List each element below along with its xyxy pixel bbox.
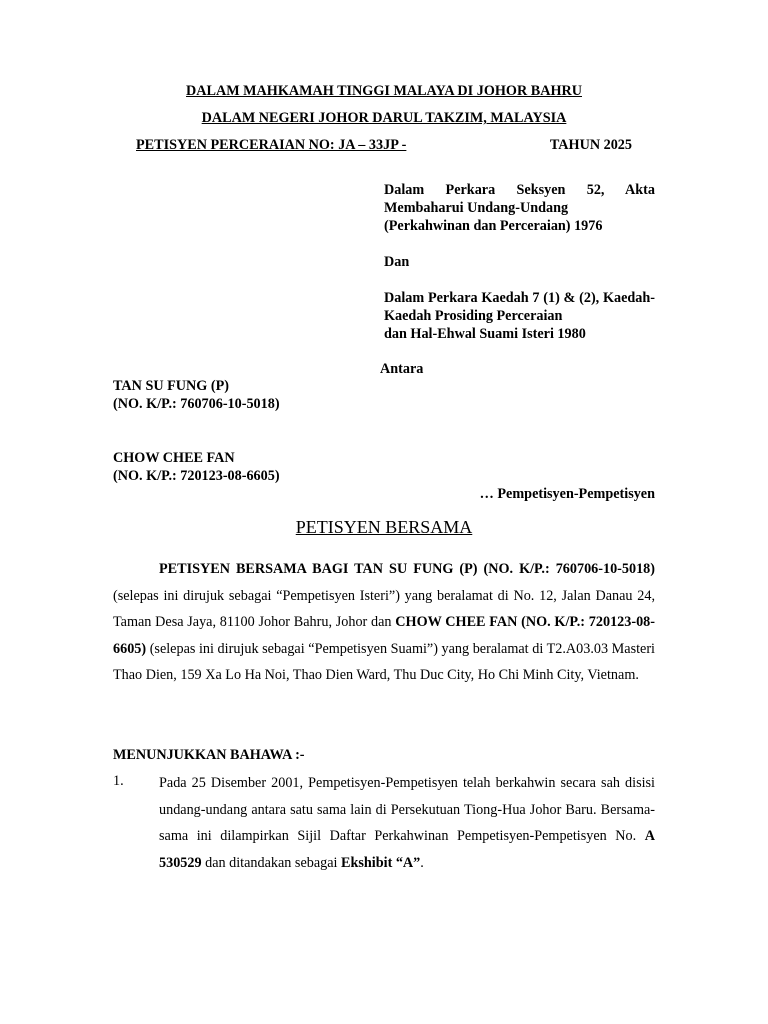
petitioner-1-id: (NO. K/P.: 760706-10-5018) [113, 396, 280, 412]
document-title: PETISYEN BERSAMA [295, 517, 473, 537]
item-1-text: Pada 25 Disember 2001, Pempetisyen-Pempetisyen telah berkahwin secara sah disisi undang-undang antara satu sama lain di Persekutuan Tiong-Hua Johor Baru. Bersama-sama ini dilampirkan Sijil Daftar Perkahwinan Pempetisyen-Pempetisyen No. A 530529 dan ditandakan sebagai Ekshibit “A”. [159, 775, 655, 871]
petitioner-2-name: CHOW CHEE FAN [113, 450, 235, 466]
matter-and: Dan [384, 254, 410, 270]
court-name: DALAM MAHKAMAH TINGGI MALAYA DI JOHOR BAHRU [186, 83, 582, 99]
petitioner-1-name: TAN SU FUNG (P) [113, 378, 229, 394]
matter-statute-2: Dalam Perkara Kaedah 7 (1) & (2), Kaedah-Kaedah Prosiding Perceraian dan Hal-Ehwal Suami Isteri 1980 [384, 290, 655, 342]
petition-number-line [136, 137, 632, 154]
petitioner-2-id: (NO. K/P.: 720123-08-6605) [113, 468, 280, 484]
between-label: Antara [380, 361, 424, 377]
court-state: DALAM NEGERI JOHOR DARUL TAKZIM, MALAYSIA [201, 110, 567, 126]
petition-year: TAHUN 2025 [549, 137, 632, 153]
section-heading: MENUNJUKKAN BAHAWA :- [113, 747, 305, 763]
matter-statute-1: Dalam Perkara Seksyen 52, Akta Membaharui Undang-Undang (Perkahwinan dan Perceraian) 1976 [384, 182, 655, 234]
item-number: 1. [113, 773, 124, 789]
intro-paragraph: PETISYEN BERSAMA BAGI TAN SU FUNG (P) (NO. K/P.: 760706-10-5018) (selepas ini dirujuk sebagai “Pempetisyen Isteri”) yang beralamat di No. 12, Jalan Danau 24, Taman Desa Jaya, 81100 Johor Bahru, Johor dan CHOW CHEE FAN (NO. K/P.: 720123-08-6605) (selepas ini dirujuk sebagai “Pempetisyen Suami”) yang beralamat di T2.A03.03 Masteri Thao Dien, 159 Xa Lo Ha Noi, Thao Dien Ward, Thu Duc City, Ho Chi Minh City, Vietnam. [113, 561, 655, 683]
petition-number: PETISYEN PERCERAIAN NO: JA – 33JP - [136, 137, 407, 153]
petitioners-role: … Pempetisyen-Pempetisyen [479, 486, 655, 502]
